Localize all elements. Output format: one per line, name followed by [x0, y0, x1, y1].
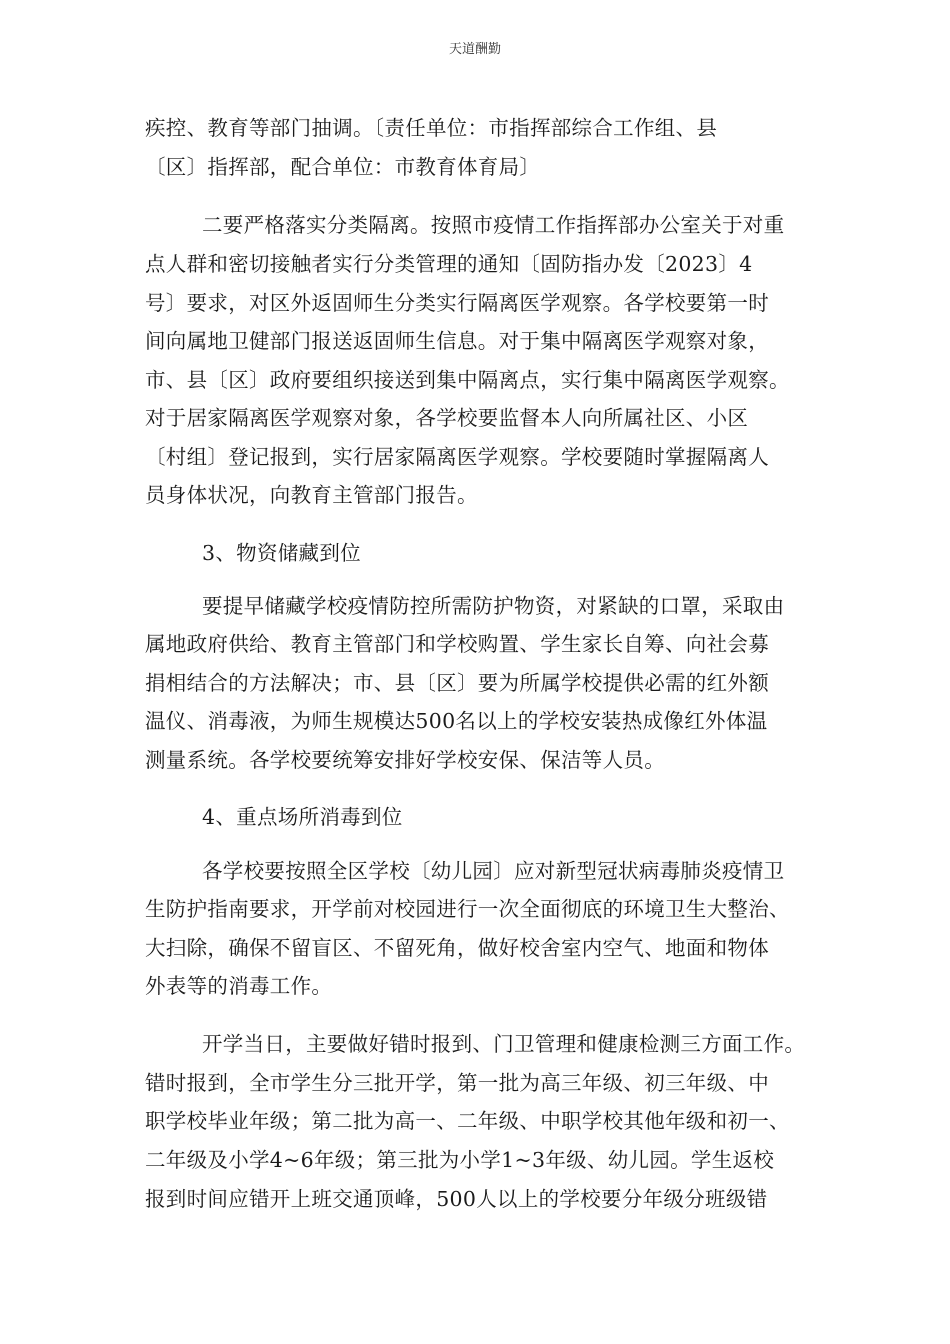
text-line: 外表等的消毒工作。: [145, 974, 333, 998]
text-line: 报到时间应错开上班交通顶峰，500人以上的学校要分年级分班级错: [145, 1187, 768, 1211]
section-heading: 4、重点场所消毒到位: [202, 805, 403, 829]
text-line: 错时报到，全市学生分三批开学，第一批为高三年级、初三年级、中: [145, 1071, 769, 1095]
text-line: 属地政府供给、教育主管部门和学校购置、学生家长自筹、向社会募: [145, 632, 769, 656]
page-header: 天道酬勤: [448, 42, 501, 57]
text-line: 〔区〕指挥部，配合单位：市教育体育局〕: [145, 155, 541, 179]
text-line: 市、县〔区〕政府要组织接送到集中隔离点，实行集中隔离医学观察。: [145, 368, 790, 392]
text-line: 对于居家隔离医学观察对象，各学校要监督本人向所属社区、小区: [145, 406, 749, 430]
text-line: 温仪、消毒液，为师生规模达500名以上的学校安装热成像红外体温: [145, 709, 768, 733]
paragraph-start-line: 开学当日，主要做好错时报到、门卫管理和健康检测三方面工作。: [202, 1032, 806, 1056]
section-heading: 3、物资储藏到位: [202, 541, 361, 565]
paragraph-start-line: 二要严格落实分类隔离。按照市疫情工作指挥部办公室关于对重: [202, 213, 785, 237]
text-line: 二年级及小学4~6年级；第三批为小学1~3年级、幼儿园。学生返校: [145, 1148, 775, 1172]
paragraph-start-line: 各学校要按照全区学校〔幼儿园〕应对新型冠状病毒肺炎疫情卫: [202, 859, 785, 883]
text-line: 号〕要求，对区外返固师生分类实行隔离医学观察。各学校要第一时: [145, 291, 769, 315]
text-line: 捐相结合的方法解决；市、县〔区〕要为所属学校提供必需的红外额: [145, 671, 769, 695]
text-line: 间向属地卫健部门报送返固师生信息。对于集中隔离医学观察对象，: [145, 329, 769, 353]
text-line: 〔村组〕登记报到，实行居家隔离医学观察。学校要随时掌握隔离人: [145, 445, 769, 469]
text-line: 员身体状况，向教育主管部门报告。: [145, 483, 478, 507]
text-line: 生防护指南要求，开学前对校园进行一次全面彻底的环境卫生大整治、: [145, 897, 790, 921]
text-line: 疾控、教育等部门抽调。〔责任单位：市指挥部综合工作组、县: [145, 116, 718, 140]
text-line: 职学校毕业年级；第二批为高一、二年级、中职学校其他年级和初一、: [145, 1109, 790, 1133]
text-line: 测量系统。各学校要统筹安排好学校安保、保洁等人员。: [145, 748, 665, 772]
paragraph-start-line: 要提早储藏学校疫情防控所需防护物资，对紧缺的口罩，采取由: [202, 594, 785, 618]
text-line: 大扫除，确保不留盲区、不留死角，做好校舍室内空气、地面和物体: [145, 936, 769, 960]
text-line: 点人群和密切接触者实行分类管理的通知〔固防指办发〔2023〕4: [145, 252, 753, 276]
